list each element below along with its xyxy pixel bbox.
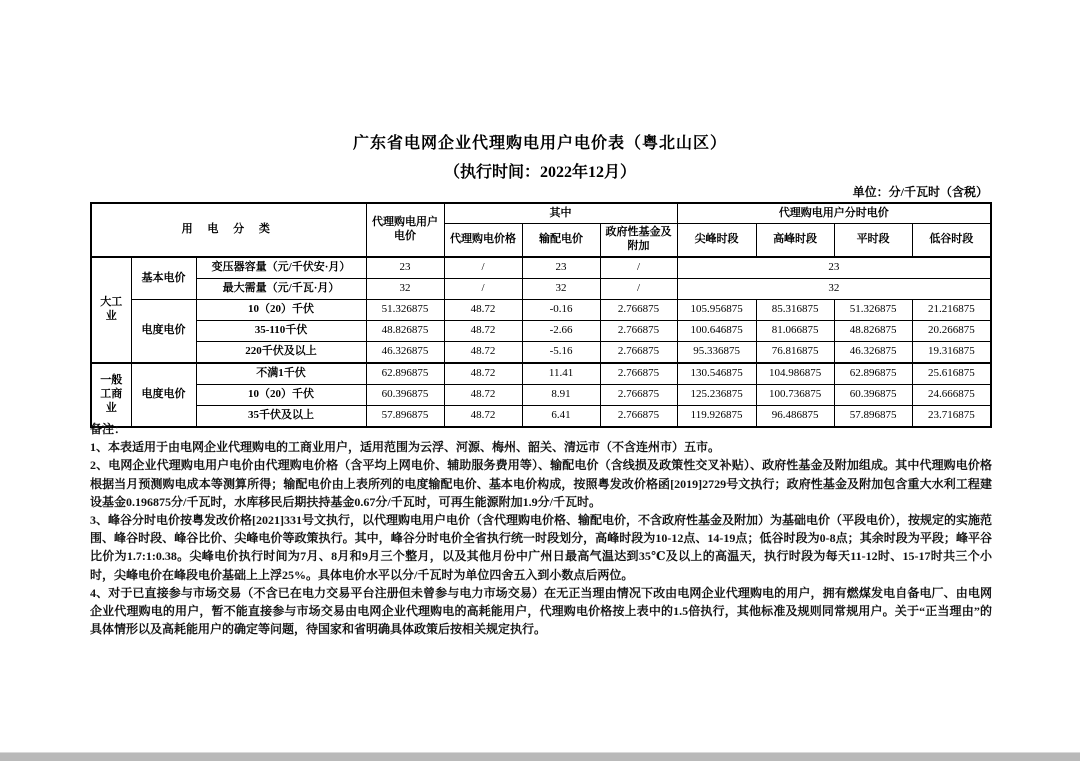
header-cell: 尖峰时段 xyxy=(677,224,756,258)
table-cell: 23 xyxy=(677,257,991,279)
notes-label: 备注： xyxy=(90,422,127,436)
table-cell: 125.236875 xyxy=(677,385,756,406)
table-cell: 不满1千伏 xyxy=(196,363,366,385)
header-cell: 平时段 xyxy=(834,224,912,258)
table-cell: 35千伏及以上 xyxy=(196,406,366,428)
table-cell: -0.16 xyxy=(522,300,600,321)
table-cell: 一般工商业 xyxy=(91,363,131,427)
price-table-container xyxy=(90,202,992,428)
table-cell: / xyxy=(444,257,522,279)
table-cell: 25.616875 xyxy=(912,363,991,385)
table-cell: 104.986875 xyxy=(756,363,834,385)
table-cell: 21.216875 xyxy=(912,300,991,321)
table-cell: 48.826875 xyxy=(366,321,444,342)
table-cell: 48.72 xyxy=(444,300,522,321)
table-cell: 60.396875 xyxy=(834,385,912,406)
note-item: 2、电网企业代理购电用户电价由代理购电价格（含平均上网电价、辅助服务费用等）、输配电价（含线损及政策性交叉补贴）、政府性基金及附加组成。其中代理购电价格根据当月预测购电成本等测算所得；输配电价由上表所列的电度输配电价、基本电价构成，按照粤发改价格函[2019]2729号文执行；政府性基金及附加包含重大水利工程建设基金0.196875分/千瓦时，水库移民后期扶持基金0.67分/千瓦时，可再生能源附加1.9分/千瓦时。 xyxy=(90,458,992,509)
table-cell: 46.326875 xyxy=(834,342,912,364)
table-cell: 23.716875 xyxy=(912,406,991,428)
table-cell: 85.316875 xyxy=(756,300,834,321)
header-cell: 低谷时段 xyxy=(912,224,991,258)
table-cell: 23 xyxy=(366,257,444,279)
table-cell: 2.766875 xyxy=(600,406,677,428)
table-cell: 8.91 xyxy=(522,385,600,406)
table-cell: 119.926875 xyxy=(677,406,756,428)
table-cell: 62.896875 xyxy=(366,363,444,385)
table-cell: 2.766875 xyxy=(600,321,677,342)
header-cell: 代理购电价格 xyxy=(444,224,522,258)
unit-label: 单位：分/千瓦时（含税） xyxy=(852,185,988,199)
table-cell: 32 xyxy=(522,279,600,300)
table-cell: 32 xyxy=(366,279,444,300)
table-cell: 32 xyxy=(677,279,991,300)
table-cell: 48.826875 xyxy=(834,321,912,342)
table-cell: 57.896875 xyxy=(834,406,912,428)
table-cell: 2.766875 xyxy=(600,342,677,364)
table-cell: 100.736875 xyxy=(756,385,834,406)
table-cell: 46.326875 xyxy=(366,342,444,364)
table-cell: 48.72 xyxy=(444,406,522,428)
table-cell: 6.41 xyxy=(522,406,600,428)
header-cell: 输配电价 xyxy=(522,224,600,258)
table-cell: 57.896875 xyxy=(366,406,444,428)
notes xyxy=(90,420,992,638)
price-table xyxy=(90,202,992,428)
notes-list xyxy=(90,438,992,638)
page-bottom-edge xyxy=(0,752,1080,761)
table-cell: 2.766875 xyxy=(600,363,677,385)
table-cell: / xyxy=(600,257,677,279)
table-cell: 100.646875 xyxy=(677,321,756,342)
table-cell: 51.326875 xyxy=(834,300,912,321)
table-cell: 19.316875 xyxy=(912,342,991,364)
table-cell: / xyxy=(444,279,522,300)
table-cell: 76.816875 xyxy=(756,342,834,364)
note-item: 1、本表适用于由电网企业代理购电的工商业用户，适用范围为云浮、河源、梅州、韶关、清远市（不含连州市）五市。 xyxy=(90,440,721,455)
table-cell: 24.666875 xyxy=(912,385,991,406)
table-cell: 48.72 xyxy=(444,363,522,385)
table-cell: 60.396875 xyxy=(366,385,444,406)
table-cell: 48.72 xyxy=(444,385,522,406)
table-header xyxy=(91,203,991,257)
table-cell: 大工业 xyxy=(91,257,131,363)
table-cell: 最大需量（元/千瓦·月） xyxy=(196,279,366,300)
table-cell: 35-110千伏 xyxy=(196,321,366,342)
note-item: 4、对于已直接参与市场交易（不含已在电力交易平台注册但未曾参与电力市场交易）在无正当理由情况下改由电网企业代理购电的用户，拥有燃煤发电自备电厂、由电网企业代理购电的用户，暂不能直接参与市场交易由电网企业代理购电的高耗能用户，代理购电价格按上表中的1.5倍执行，其他标准及规则同常规用户。关于“正当理由”的具体情形以及高耗能用户的确定等问题，待国家和省明确具体政策后按相关规定执行。 xyxy=(90,585,992,637)
table-cell: 20.266875 xyxy=(912,321,991,342)
table-cell: 130.546875 xyxy=(677,363,756,385)
table-cell: 10（20）千伏 xyxy=(196,300,366,321)
note-item: 3、峰谷分时电价按粤发改价格[2021]331号文执行，以代理购电用户电价（含代理购电价格、输配电价，不含政府性基金及附加）为基础电价（平段电价），按规定的实施范围、峰谷时段、峰谷比价、尖峰电价等政策执行。其中，峰谷分时电价全省执行统一时段划分，高峰时段为10-12点、14-19点；低谷时段为0-8点；其余时段为平段；峰平谷比价为1.7:1:0.38。尖峰电价执行时间为7月、8月和9月三个整月，以及其他月份中广州日最高气温达到35℃及以上的高温天，执行时段为每天11-12时、15-17时共三个小时，尖峰电价在峰段电价基础上上浮25%。具体电价水平以分/千瓦时为单位四舍五入到小数点后两位。 xyxy=(90,513,992,582)
table-cell: 电度电价 xyxy=(131,363,196,427)
header-cell: 高峰时段 xyxy=(756,224,834,258)
table-cell: 基本电价 xyxy=(131,257,196,300)
table-cell: 81.066875 xyxy=(756,321,834,342)
table-cell: / xyxy=(600,279,677,300)
table-cell: 10（20）千伏 xyxy=(196,385,366,406)
table-cell: 2.766875 xyxy=(600,385,677,406)
table-cell: -5.16 xyxy=(522,342,600,364)
table-cell: 23 xyxy=(522,257,600,279)
table-cell: 105.956875 xyxy=(677,300,756,321)
table-cell: 95.336875 xyxy=(677,342,756,364)
table-cell: 62.896875 xyxy=(834,363,912,385)
header-cell: 代理购电用户电价 xyxy=(366,203,444,257)
table-cell: -2.66 xyxy=(522,321,600,342)
header-cell: 政府性基金及附加 xyxy=(600,224,677,258)
table-cell: 2.766875 xyxy=(600,300,677,321)
table-cell: 96.486875 xyxy=(756,406,834,428)
table-cell: 电度电价 xyxy=(131,300,196,364)
header-cell: 代理购电用户分时电价 xyxy=(677,203,991,224)
page-subtitle: （执行时间：2022年12月） xyxy=(443,164,636,181)
table-cell: 11.41 xyxy=(522,363,600,385)
table-body xyxy=(91,257,991,427)
table-cell: 变压器容量（元/千伏安·月） xyxy=(196,257,366,279)
header-cell: 用 电 分 类 xyxy=(91,203,366,257)
table-cell: 220千伏及以上 xyxy=(196,342,366,364)
header-cell: 其中 xyxy=(444,203,677,224)
page-title: 广东省电网企业代理购电用户电价表（粤北山区） xyxy=(352,135,727,152)
table-cell: 48.72 xyxy=(444,321,522,342)
table-cell: 48.72 xyxy=(444,342,522,364)
table-cell: 51.326875 xyxy=(366,300,444,321)
